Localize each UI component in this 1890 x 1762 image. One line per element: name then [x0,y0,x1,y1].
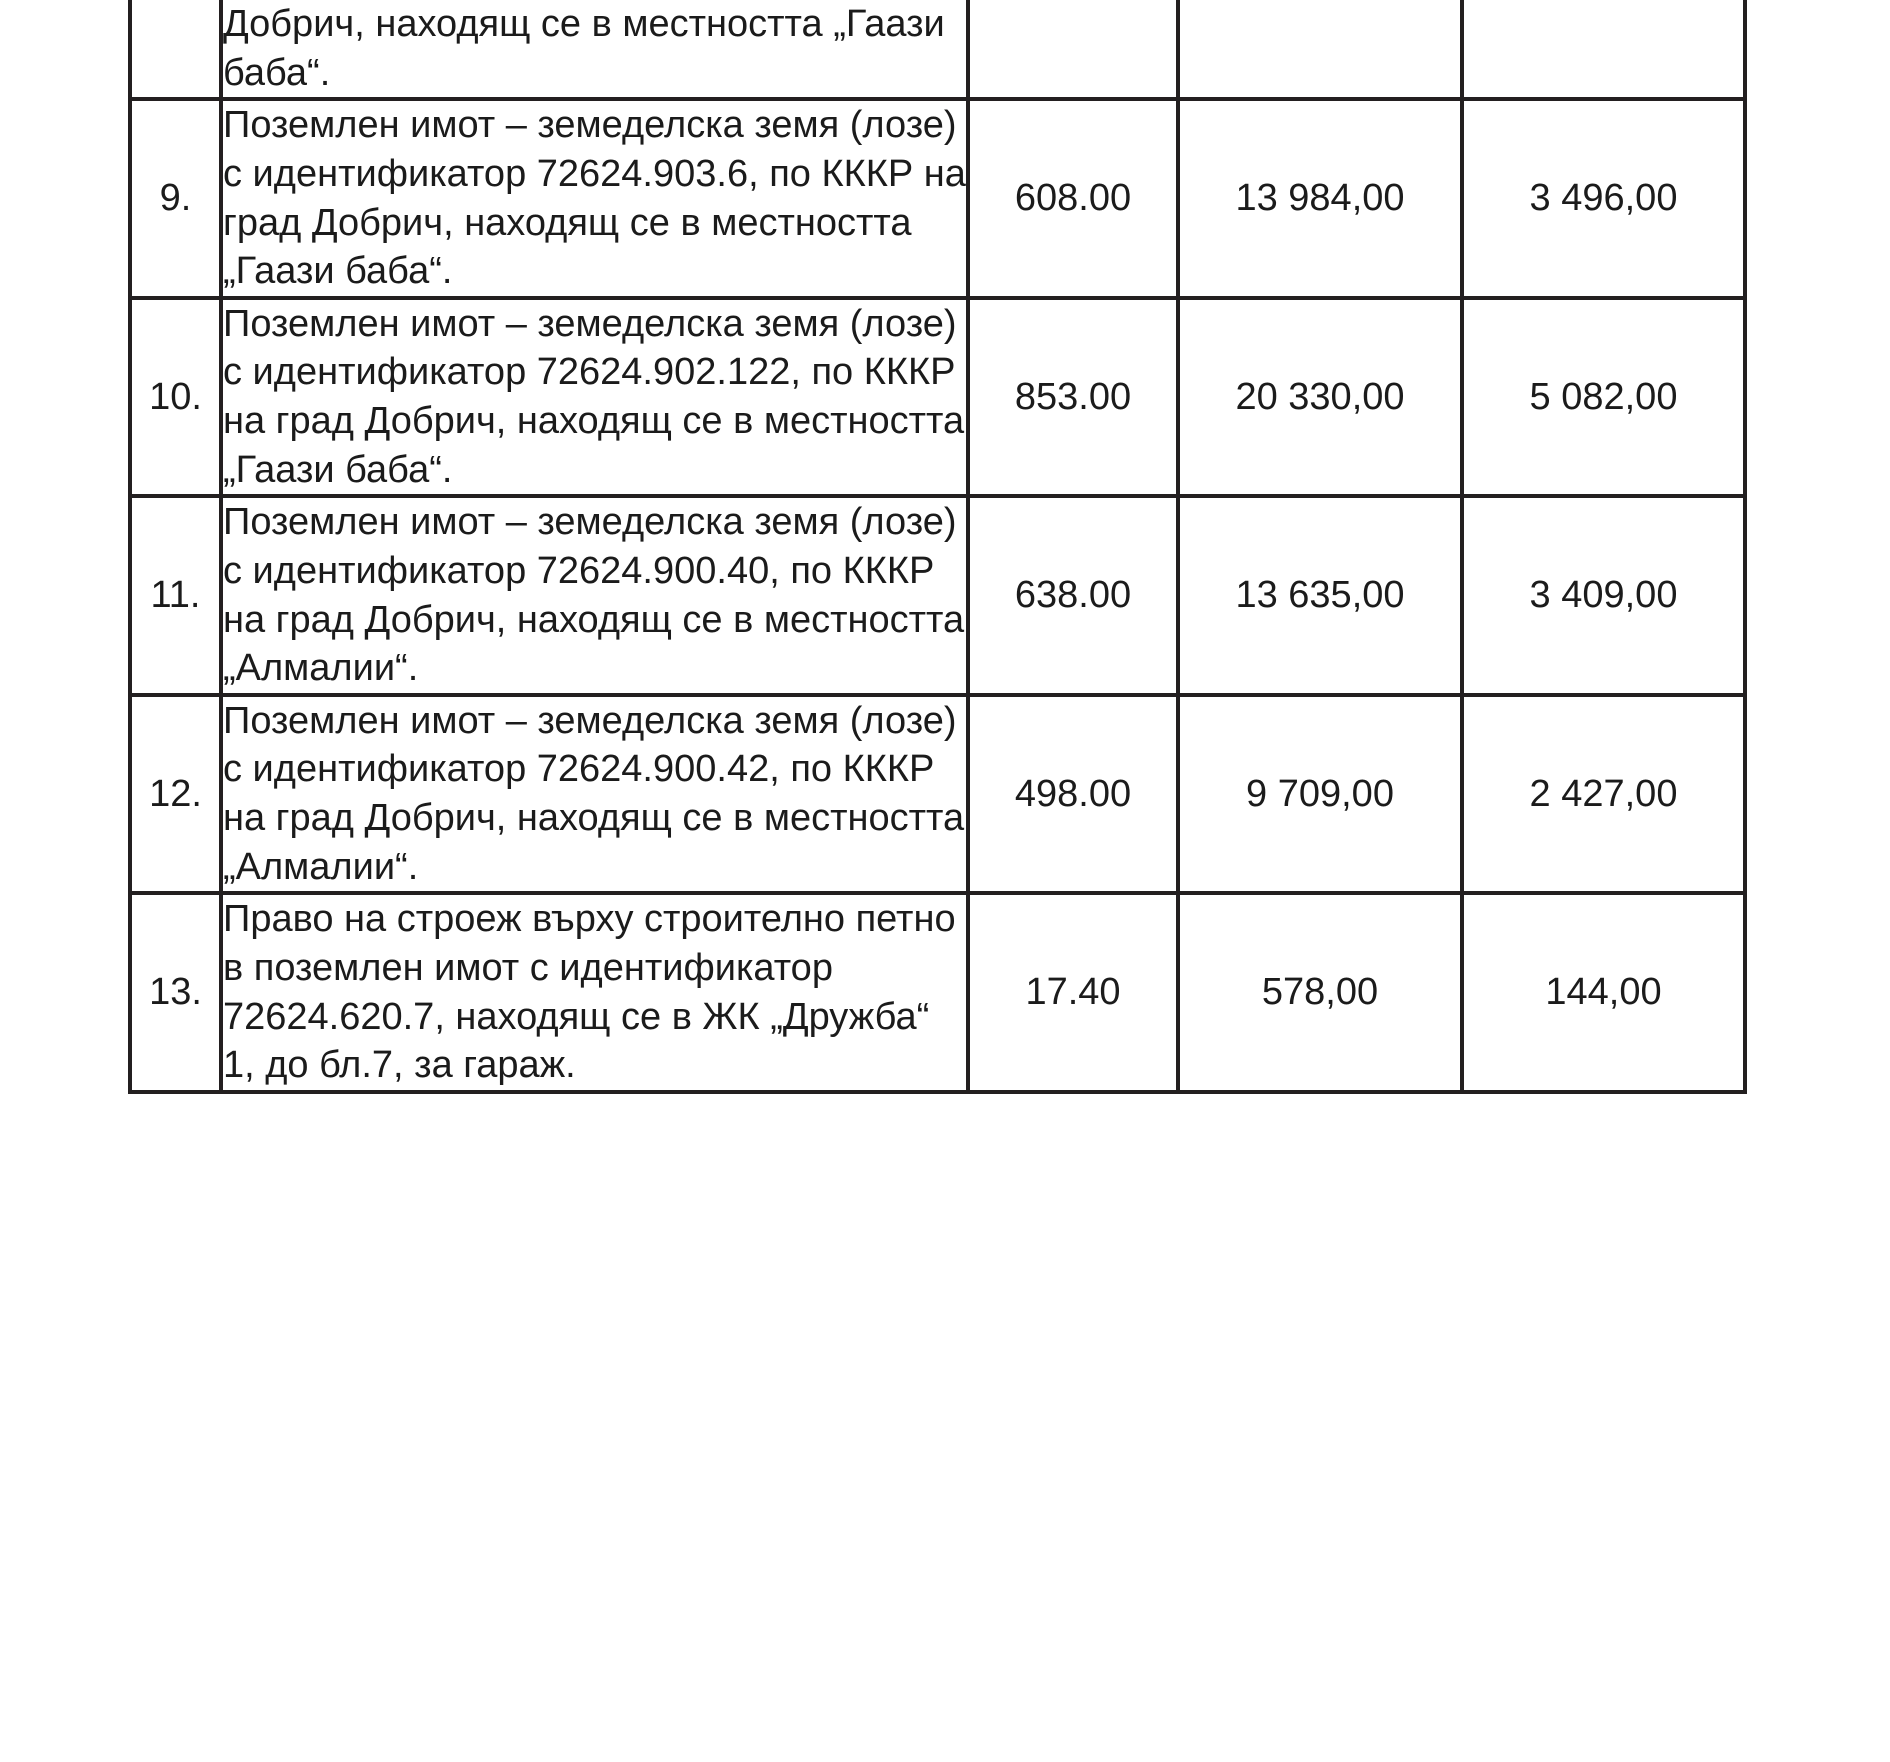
table-body [130,0,1745,1092]
row-area-cell: 638.00 [968,496,1178,695]
row-area-cell [968,0,1178,99]
row-description-cell: Право на строеж върху строително петно в поземлен имот с идентификатор 72624.620.7, находящ се в ЖК „Дружба“ 1, до бл.7, за гараж. [221,893,968,1092]
row-value1-cell: 13 635,00 [1178,496,1462,695]
row-number-cell: 10. [130,298,221,497]
row-value2-cell: 3 409,00 [1462,496,1745,695]
row-number-cell [130,0,221,99]
table-row [130,496,1745,695]
property-table [128,0,1747,1094]
row-number-cell: 9. [130,99,221,298]
row-value2-cell: 5 082,00 [1462,298,1745,497]
table-row [130,893,1745,1092]
row-value2-cell: 3 496,00 [1462,99,1745,298]
row-value1-cell: 9 709,00 [1178,695,1462,894]
table-row [130,99,1745,298]
row-value2-cell: 2 427,00 [1462,695,1745,894]
table-row [130,0,1745,99]
row-area-cell: 17.40 [968,893,1178,1092]
row-description-cell: Добрич, находящ се в местността „Гаази баба“. [221,0,968,99]
table-row [130,298,1745,497]
table-row [130,695,1745,894]
row-number-cell: 11. [130,496,221,695]
row-area-cell: 498.00 [968,695,1178,894]
row-value1-cell [1178,0,1462,99]
row-description-cell: Поземлен имот – земеделска земя (лозе) с идентификатор 72624.903.6, по КККР на град Добрич, находящ се в местността „Гаази баба“. [221,99,968,298]
row-number-cell: 13. [130,893,221,1092]
row-description-cell: Поземлен имот – земеделска земя (лозе) с идентификатор 72624.900.40, по КККР на град Добрич, находящ се в местността „Алмалии“. [221,496,968,695]
row-number-cell: 12. [130,695,221,894]
row-value2-cell: 144,00 [1462,893,1745,1092]
row-area-cell: 853.00 [968,298,1178,497]
row-area-cell: 608.00 [968,99,1178,298]
row-value1-cell: 20 330,00 [1178,298,1462,497]
row-value1-cell: 13 984,00 [1178,99,1462,298]
row-value2-cell [1462,0,1745,99]
row-description-cell: Поземлен имот – земеделска земя (лозе) с идентификатор 72624.902.122, по КККР на град Добрич, находящ се в местността „Гаази баба“. [221,298,968,497]
row-description-cell: Поземлен имот – земеделска земя (лозе) с идентификатор 72624.900.42, по КККР на град Добрич, находящ се в местността „Алмалии“. [221,695,968,894]
row-value1-cell: 578,00 [1178,893,1462,1092]
